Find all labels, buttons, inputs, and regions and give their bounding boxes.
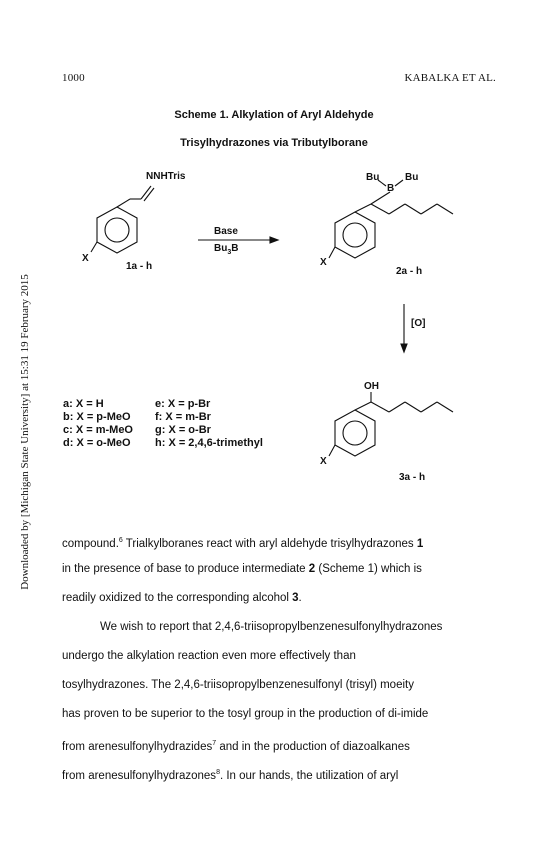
benzene-ring-1 (97, 207, 137, 253)
page-number: 1000 (62, 72, 85, 84)
x-substituent-label-2: X (320, 257, 327, 268)
compound-3-label: 3a - h (399, 472, 426, 483)
scheme-subtitle: Trisylhydrazones via Tributylborane (180, 137, 368, 149)
bu-right-label: Bu (405, 172, 419, 183)
compound-1-label: 1a - h (126, 261, 153, 272)
legend-item: g: X = o-Br (155, 424, 211, 436)
benzene-ring-2 (335, 212, 375, 258)
reagent-tributylborane: $Bu_3B$ (214, 243, 239, 256)
legend-item: a: X = H (63, 398, 104, 410)
nnhtris-label: NNHTris (146, 171, 186, 182)
reagent-base: Base (214, 226, 238, 237)
scheme-title: Scheme 1. Alkylation of Aryl Aldehyde (174, 109, 374, 121)
compound-2-label: 2a - h (396, 266, 423, 277)
legend-item: d: X = o-MeO (63, 437, 131, 449)
body-line: We wish to report that 2,4,6-triisopropylbenzenesulfonylhydrazones (100, 621, 443, 633)
oxidation-label: [O] (411, 318, 426, 329)
download-note: Downloaded by [Michigan State University] at 15:31 19 February 2015 (19, 274, 31, 590)
legend-item: e: X = p-Br (155, 398, 211, 410)
legend-item: h: X = 2,4,6-trimethyl (155, 437, 263, 449)
body-line: readily oxidized to the corresponding alcohol 3. (62, 592, 302, 604)
body-line: compound.$^6$ Trialkylboranes react with aryl aldehyde trisylhydrazones 1 (62, 537, 424, 550)
body-line: from arenesulfonylhydrazones$^8$. In our hands, the utilization of aryl (62, 769, 399, 782)
benzene-ring-3 (335, 410, 375, 456)
body-line: tosylhydrazones. The 2,4,6-triisopropylbenzenesulfonyl (trisyl) moeity (62, 679, 414, 691)
body-line: in the presence of base to produce intermediate 2 (Scheme 1) which is (62, 563, 422, 575)
bu-left-label: Bu (366, 172, 380, 183)
x-substituent-label-1: X (82, 253, 89, 264)
body-line: has proven to be superior to the tosyl group in the production of di-imide (62, 708, 429, 720)
substituent-legend (63, 398, 263, 450)
body-line: from arenesulfonylhydrazides$^7$ and in the production of diazoalkanes (62, 740, 410, 753)
oh-label: OH (364, 381, 379, 392)
boron-label: B (387, 183, 395, 194)
legend-item: f: X = m-Br (155, 411, 211, 423)
running-head: KABALKA ET AL. (404, 72, 496, 84)
legend-item: b: X = p-MeO (63, 411, 131, 423)
x-substituent-label-3: X (320, 456, 327, 467)
legend-item: c: X = m-MeO (63, 424, 133, 436)
body-line: undergo the alkylation reaction even more effectively than (62, 650, 356, 662)
